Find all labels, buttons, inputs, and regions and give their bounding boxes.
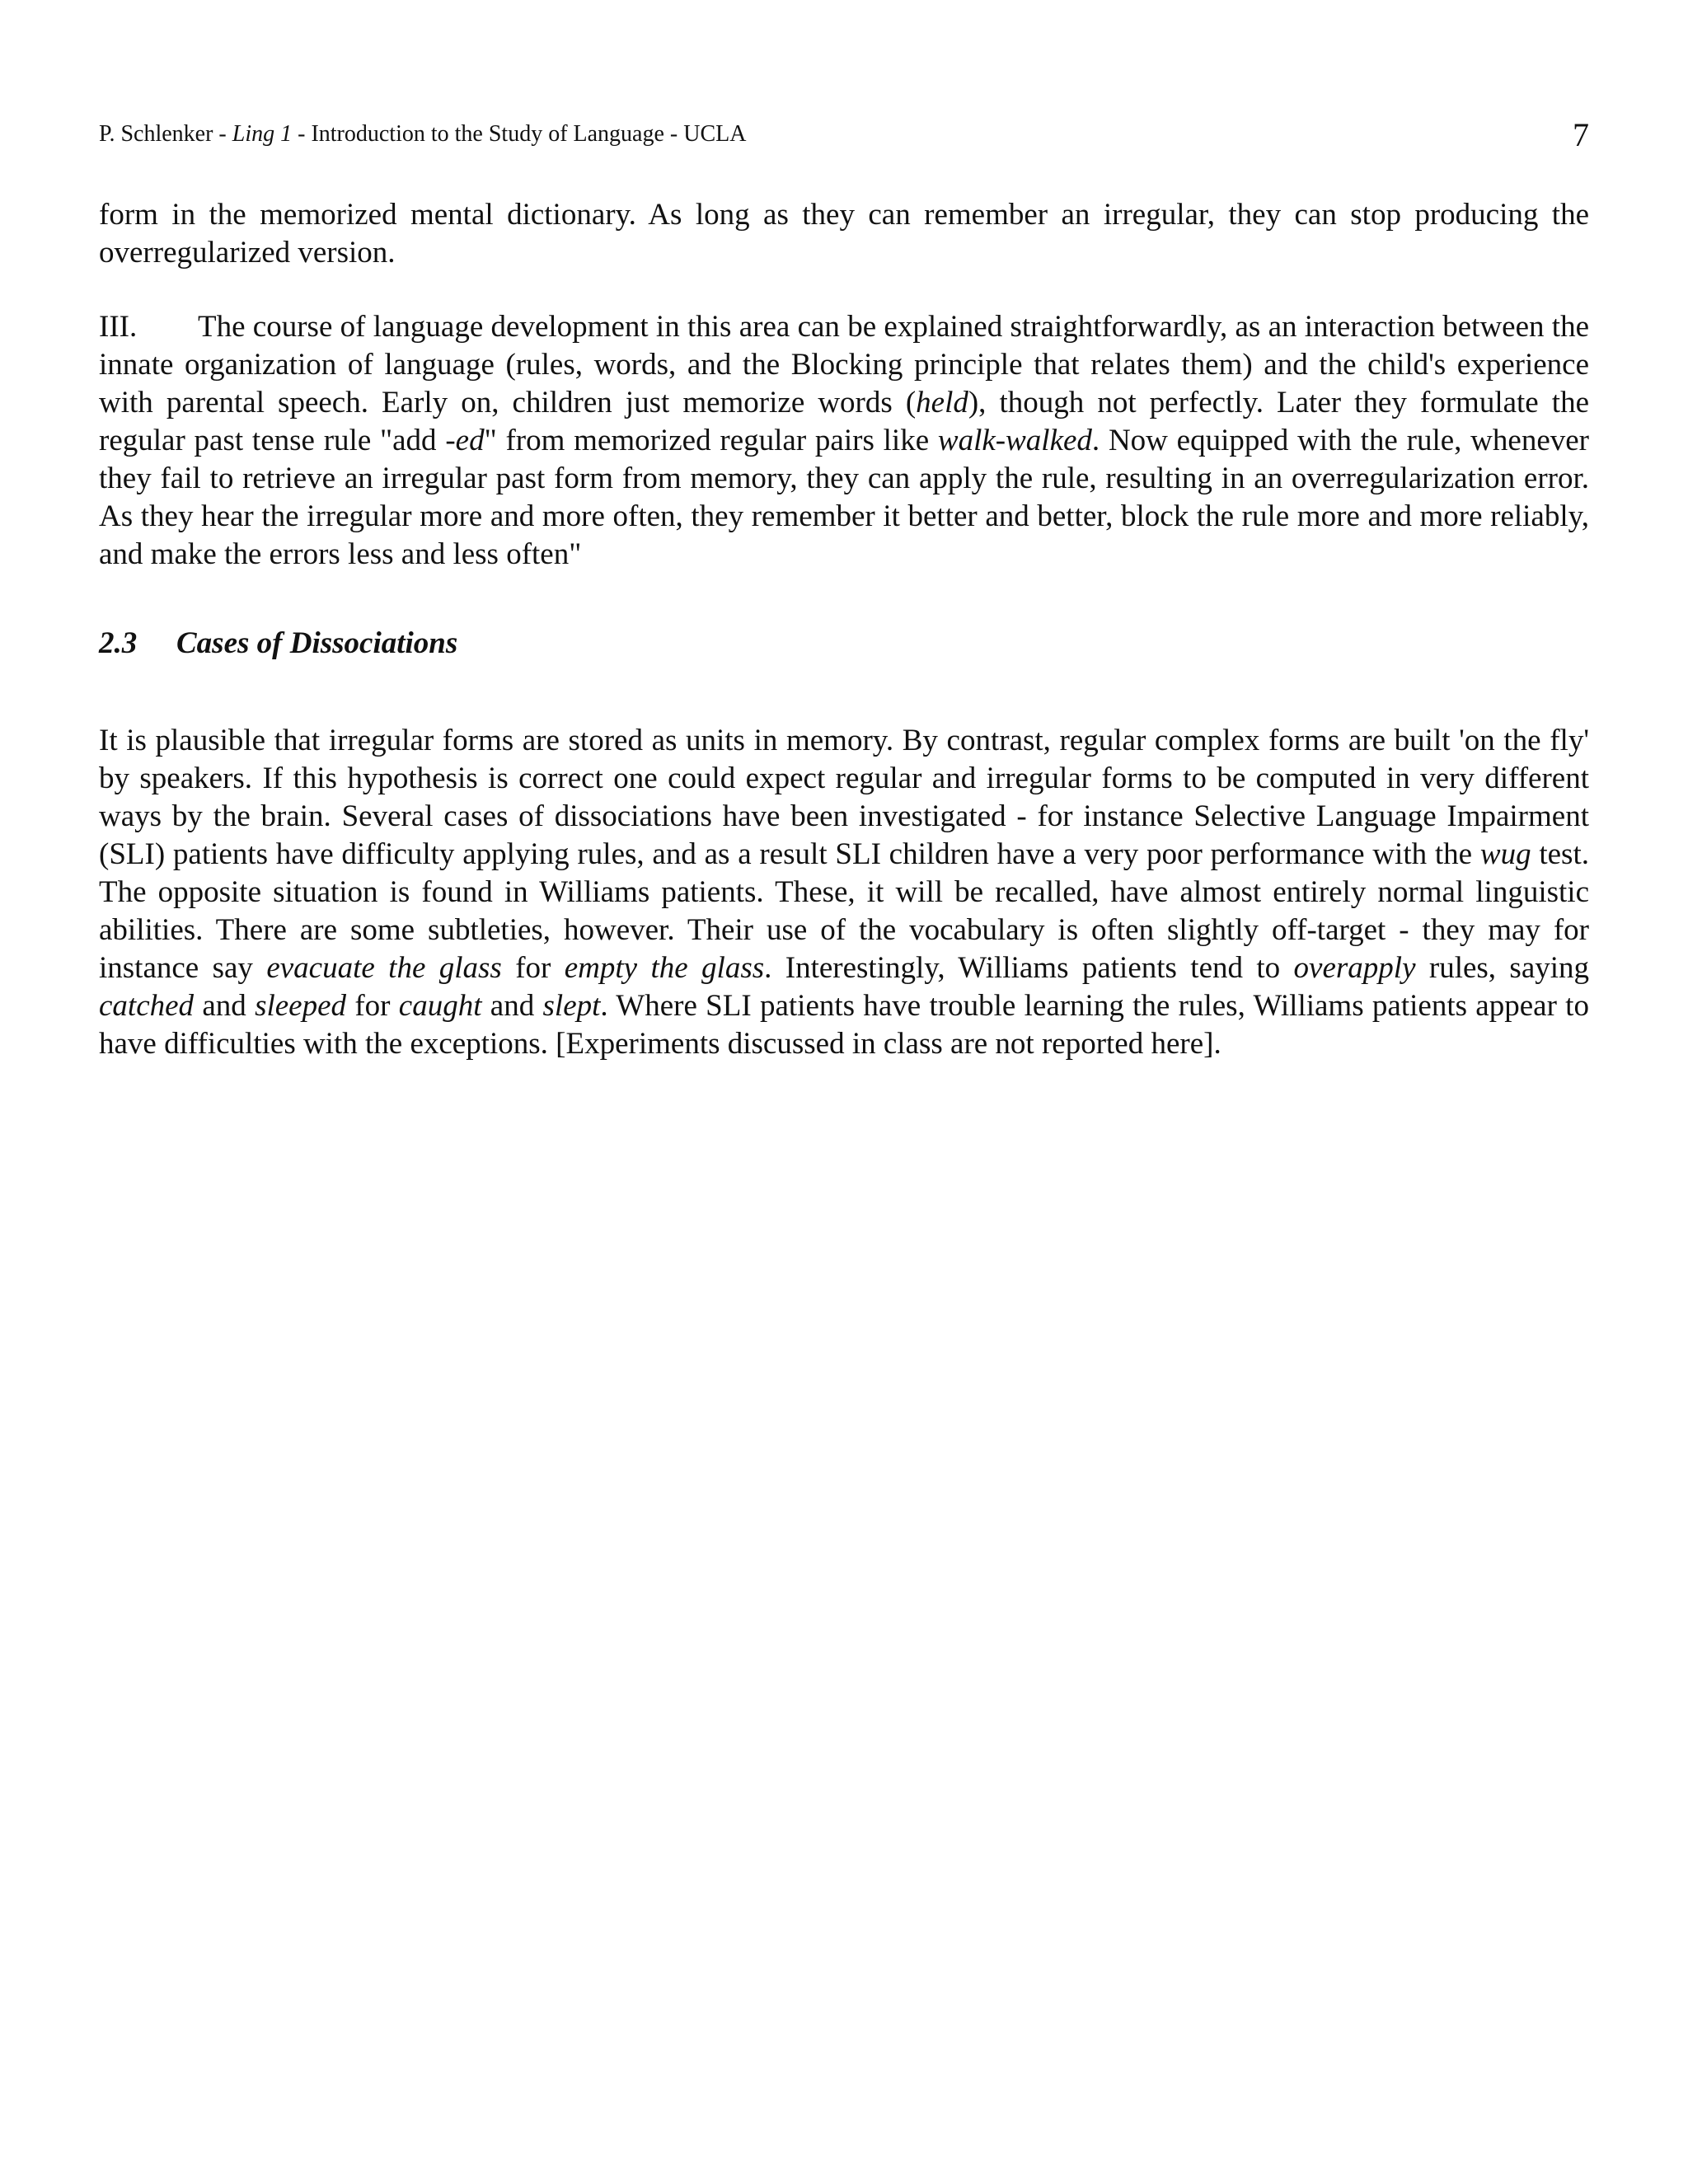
point-label: III.: [99, 310, 138, 344]
italic-term: empty the glass: [564, 951, 765, 985]
paragraph-text: . Now equipped with the rule, whenever they fail to retrieve an irregular past form from memory, they can apply the rule, resulting in an overregularization error. As they hear the irregular more and more often, they remember it better and better, block the rule more and more reliably, and make the errors less and less often": [99, 424, 1589, 571]
italic-term: -ed: [445, 424, 485, 457]
paragraph-text: for: [346, 989, 399, 1023]
paragraph-text: and: [481, 989, 543, 1023]
paragraph-text: " from memorized regular pairs like: [484, 424, 938, 457]
paragraph-text: It is plausible that irregular forms are stored as units in memory. By contrast, regular complex forms are built 'on the fly' by speakers. If this hypothesis is correct one could expect regular and irregular forms to be computed in very different ways by the brain. Several cases of dissociations have been investigated - for instance Selective Language Impairment (SLI) patients have difficulty applying rules, and as a result SLI children have a very poor performance with the: [99, 724, 1589, 871]
paragraph-continuation: [99, 196, 1589, 272]
header-course-code: Ling 1: [232, 121, 293, 147]
italic-term: walk-walked: [937, 424, 1092, 457]
page-number: 7: [1573, 116, 1589, 153]
section-number: 2.3: [99, 626, 138, 660]
italic-term: evacuate the glass: [266, 951, 502, 985]
paragraph-text: . Interestingly, Williams patients tend to: [764, 951, 1294, 985]
paragraph-text: test. The opposite situation is found in Williams patients. These, it will be recalled, have almost entirely normal linguistic abilities. There are some subtleties, however. Their use of the vocabulary is often slightly off-target - they may for instance say: [99, 837, 1589, 985]
header-course-title: - Introduction to the Study of Language - UCLA: [292, 121, 747, 147]
italic-term: sleeped: [255, 989, 347, 1023]
italic-term: slept: [542, 989, 601, 1023]
italic-term: catched: [99, 989, 195, 1023]
paragraph-text: The course of language development in this area can be explained straightforwardly, as an interaction between the innate organization of language (rules, words, and the Blocking principle that relates them) and the child's experience with parental speech. Early on, children just memorize words (: [99, 310, 1589, 419]
paragraph-text: for: [501, 951, 565, 985]
paragraph-text: and: [194, 989, 256, 1023]
document-page: [99, 0, 1589, 2184]
italic-term: caught: [398, 989, 482, 1023]
paragraph-dissociations: [99, 722, 1589, 1063]
italic-term: overapply: [1293, 951, 1416, 985]
paragraph-text: rules, saying: [1415, 951, 1590, 985]
header-author: P. Schlenker -: [99, 121, 232, 147]
section-heading: [99, 625, 457, 663]
paragraph-text: form in the memorized mental dictionary. As long as they can remember an irregular, they can stop producing the overregularized version.: [99, 198, 1589, 269]
running-header: [99, 115, 1589, 155]
header-course-info: [99, 120, 746, 148]
italic-term: held: [916, 386, 968, 419]
paragraph-point-three: [99, 308, 1589, 574]
paragraph-text: . Where SLI patients have trouble learning the rules, Williams patients appear to have difficulties with the exceptions. [Experiments discussed in class are not reported here].: [99, 989, 1589, 1061]
section-title: Cases of Dissociations: [176, 626, 458, 660]
italic-term: wug: [1479, 837, 1531, 871]
paragraph-text: ), though not perfectly. Later they formulate the regular past tense rule "add: [99, 386, 1589, 457]
